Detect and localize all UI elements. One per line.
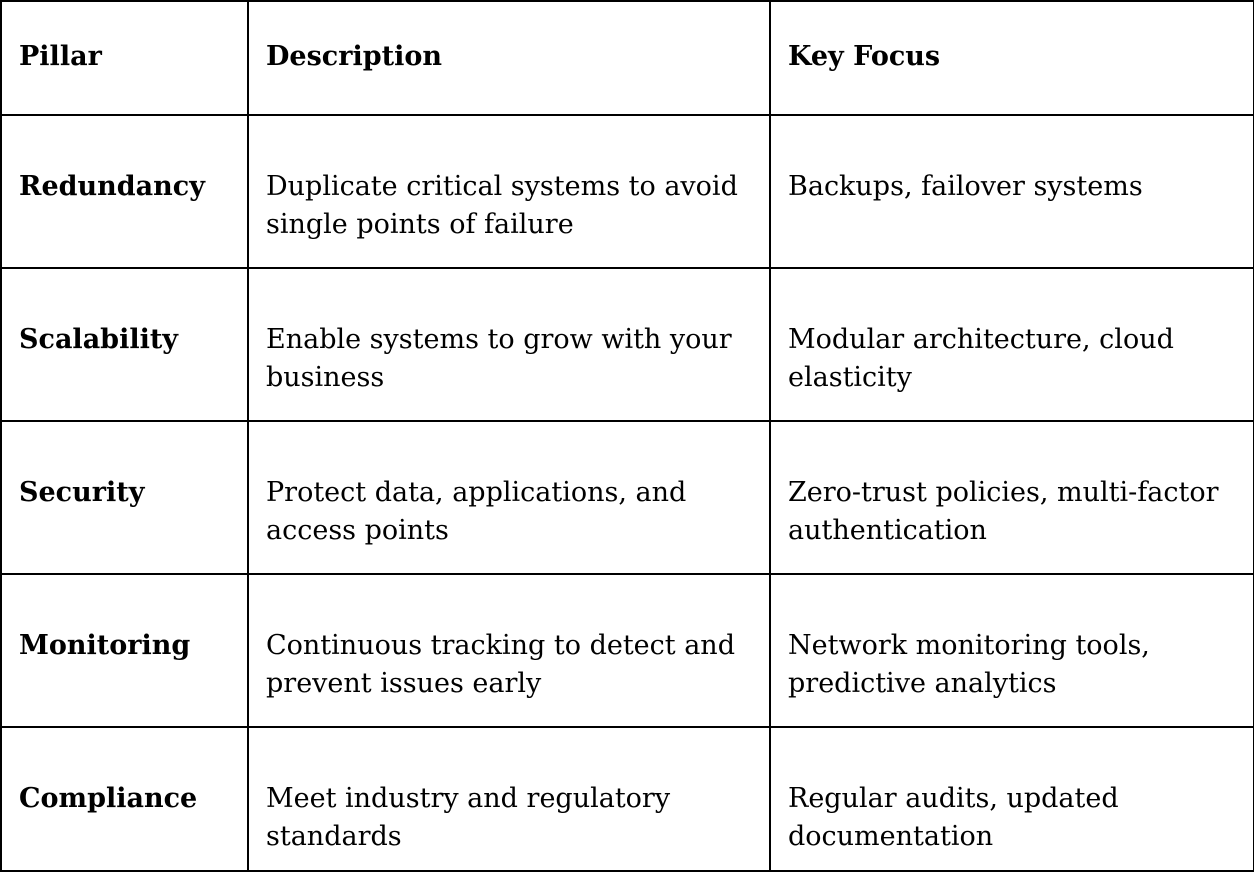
table-row <box>1 574 1254 727</box>
table-row <box>1 727 1254 871</box>
header-row <box>1 1 1254 115</box>
key-focus-cell: Backups, failover systems <box>770 115 1254 268</box>
table-header <box>1 1 1254 115</box>
description-cell: Continuous tracking to detect and prevent issues early <box>248 574 770 727</box>
table-row <box>1 421 1254 574</box>
pillar-cell: Redundancy <box>1 115 248 268</box>
header-key-focus: Key Focus <box>770 1 1254 115</box>
table-row <box>1 268 1254 421</box>
header-description: Description <box>248 1 770 115</box>
header-pillar: Pillar <box>1 1 248 115</box>
key-focus-cell: Regular audits, updated documentation <box>770 727 1254 871</box>
pillar-cell: Security <box>1 421 248 574</box>
table-body <box>1 115 1254 871</box>
description-cell: Enable systems to grow with your business <box>248 268 770 421</box>
pillar-cell: Monitoring <box>1 574 248 727</box>
pillar-cell: Scalability <box>1 268 248 421</box>
key-focus-cell: Modular architecture, cloud elasticity <box>770 268 1254 421</box>
description-cell: Protect data, applications, and access points <box>248 421 770 574</box>
table-row <box>1 115 1254 268</box>
key-focus-cell: Network monitoring tools, predictive analytics <box>770 574 1254 727</box>
key-focus-cell: Zero-trust policies, multi-factor authentication <box>770 421 1254 574</box>
description-cell: Duplicate critical systems to avoid single points of failure <box>248 115 770 268</box>
description-cell: Meet industry and regulatory standards <box>248 727 770 871</box>
pillar-cell: Compliance <box>1 727 248 871</box>
